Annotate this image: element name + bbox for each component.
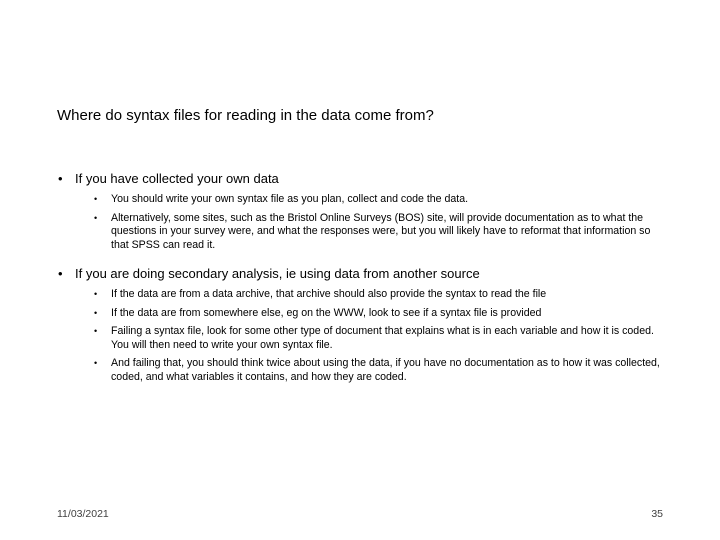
bullet-text: If you have collected your own data: [75, 171, 279, 186]
bullet-level2: [94, 212, 666, 253]
bullet-text: If you are doing secondary analysis, ie using data from another source: [75, 266, 480, 281]
bullet-text: You should write your own syntax file as you plan, collect and code the data.: [111, 193, 469, 205]
bullet-dot-icon: •: [94, 289, 98, 299]
bullet-text: Alternatively, some sites, such as the Bristol Online Surveys (BOS) site, will provide documentation as to what the questions in your survey were, and what the responses were, but you will likely have to reformat that information so that SPSS can read it.: [111, 211, 651, 251]
bullet-text: If the data are from a data archive, that archive should also provide the syntax to read the file: [111, 288, 547, 300]
bullet-dot-icon: •: [58, 171, 63, 186]
bullet-level2: [94, 288, 666, 302]
slide-title: Where do syntax files for reading in the data come from?: [57, 107, 434, 124]
bullet-dot-icon: •: [94, 358, 98, 368]
sub-bullet-list: [94, 193, 666, 252]
page-number: 35: [651, 508, 663, 520]
slide-content: [58, 170, 678, 397]
bullet-dot-icon: •: [58, 266, 63, 281]
sub-bullet-list: [94, 288, 666, 384]
bullet-dot-icon: •: [94, 194, 98, 204]
bullet-level1: [58, 265, 678, 282]
bullet-text: Failing a syntax file, look for some other type of document that explains what is in each variable and how it is coded. You will then need to write your own syntax file.: [111, 325, 654, 351]
bullet-level1: [58, 170, 678, 187]
bullet-level2: [94, 357, 666, 384]
bullet-dot-icon: •: [94, 326, 98, 336]
bullet-level2: [94, 193, 666, 207]
bullet-level2: [94, 307, 666, 321]
bullet-text: If the data are from somewhere else, eg on the WWW, look to see if a syntax file is provided: [111, 306, 542, 319]
bullet-level2: [94, 325, 666, 352]
bullet-text: And failing that, you should think twice about using the data, if you have no documentation as to how it was collected, coded, and what variables it contains, and how they are coded.: [111, 357, 660, 383]
footer-date: 11/03/2021: [57, 508, 109, 520]
bullet-dot-icon: •: [94, 307, 98, 318]
bullet-dot-icon: •: [94, 212, 98, 223]
